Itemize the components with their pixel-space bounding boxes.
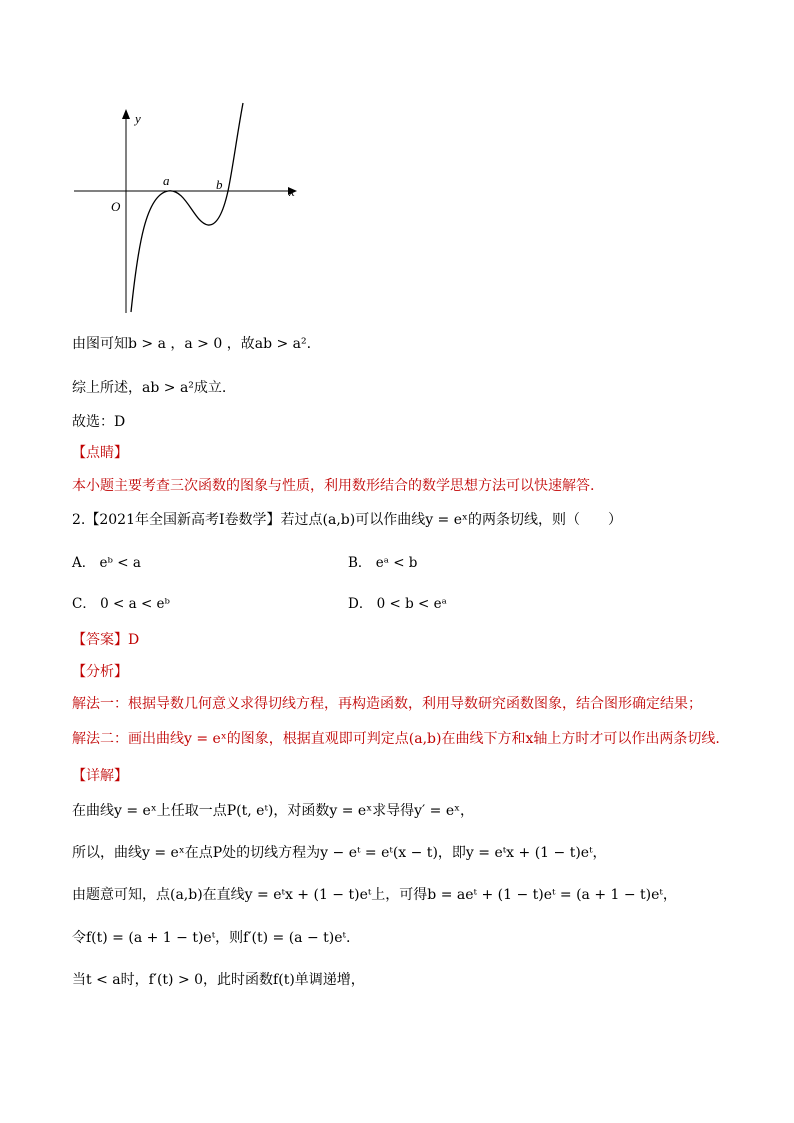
detail-line-1: 在曲线y = eˣ上任取一点P(t, eᵗ)，对函数y = eˣ求导得y′ = eˣ，	[72, 803, 475, 819]
origin-label: O	[111, 199, 121, 214]
detail-line-4: 令f(t) = (a + 1 − t)eᵗ，则f′(t) = (a − t)eᵗ.	[72, 930, 351, 946]
analysis-method-2: 解法二：画出曲线y = eˣ的图象，根据直观即可判定点(a,b)在曲线下方和x轴上方时才可以作出两条切线.	[72, 731, 720, 747]
option-c: C． 0 < a < eᵇ	[72, 596, 170, 612]
detail-line-3: 由题意可知，点(a,b)在直线y = eᵗx + (1 − t)eᵗ上，可得b = aeᵗ + (1 − t)eᵗ = (a + 1 − t)eᵗ，	[72, 887, 677, 903]
dianjing-heading: 【点睛】	[72, 445, 128, 461]
x-axis-label: x	[289, 184, 295, 199]
analysis-heading: 【分析】	[72, 664, 128, 680]
point-a-label: a	[163, 173, 170, 188]
analysis-method-1: 解法一：根据导数几何意义求得切线方程，再构造函数，利用导数研究函数图象，结合图形确定结果；	[72, 696, 702, 712]
question-2-stem: 2.【2021年全国新高考Ⅰ卷数学】若过点(a,b)可以作曲线y = eˣ的两条切线，则（ ）	[72, 512, 622, 528]
cubic-graph-figure	[68, 95, 308, 320]
cubic-curve	[131, 103, 243, 312]
conclusion-line-2: 综上所述，ab > a²成立.	[72, 380, 227, 396]
conclusion-line-1: 由图可知b > a ，a > 0 ，故ab > a².	[72, 336, 312, 352]
dianjing-text: 本小题主要考查三次函数的图象与性质，利用数形结合的数学思想方法可以快速解答.	[72, 478, 595, 494]
point-b-label: b	[216, 177, 223, 192]
option-d: D． 0 < b < eᵃ	[348, 596, 447, 612]
detail-line-2: 所以，曲线y = eˣ在点P处的切线方程为y − eᵗ = eᵗ(x − t)，即y = eᵗx + (1 − t)eᵗ，	[72, 845, 607, 861]
detail-heading: 【详解】	[72, 768, 128, 784]
option-b: B． eᵃ < b	[348, 555, 418, 571]
answer-choice-line: 故选：D	[72, 414, 126, 430]
option-a: A． eᵇ < a	[72, 555, 141, 571]
y-axis-arrow	[122, 109, 130, 119]
detail-line-5: 当t < a时，f′(t) > 0，此时函数f(t)单调递增，	[72, 972, 365, 988]
y-axis-label: y	[135, 111, 141, 126]
answer-heading: 【答案】D	[72, 632, 140, 648]
